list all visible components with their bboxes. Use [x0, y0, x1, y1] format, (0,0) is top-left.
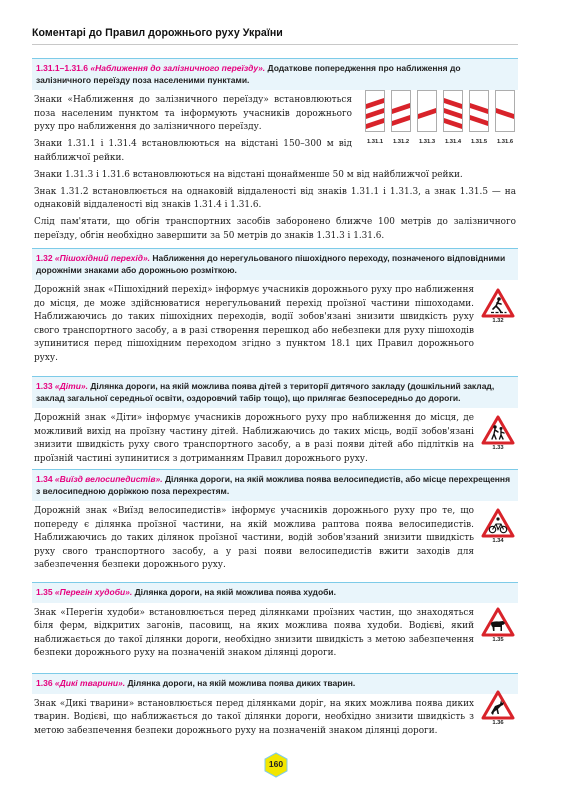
- sign-code: 1.31.6: [496, 139, 514, 145]
- sign-code: 1.31.2: [392, 139, 410, 145]
- section-title-bar: [32, 376, 518, 408]
- sign-code: 1.35: [492, 637, 504, 643]
- section-number: 1.35: [36, 587, 53, 597]
- sign-1-36: [481, 690, 515, 726]
- pedestrian-crossing-warning-icon: [481, 288, 515, 318]
- sign-code: 1.36: [492, 720, 504, 726]
- section-description: Додаткове попередження про наближення до залізничного переїзду поза населеними пунктами.: [36, 63, 461, 85]
- paragraph: Знак 1.31.2 встановлюється на однаковій віддаленості від знаків 1.31.1 і 1.31.3, а знак 1.31.5 — на однаковій віддаленості від знаків 1.31.4 і 1.31.6.: [34, 186, 516, 211]
- section-description: Ділянка дороги, на якій можлива поява дітей з території дитячого закладу (дошкільний заклад, заклад загальної середньої освіти, оздоровчий табір тощо), що прилягає безпосередньо до дороги.: [36, 381, 495, 403]
- section-1-34: [32, 469, 518, 573]
- section-1-33: [32, 376, 518, 466]
- sign-1-32: [481, 288, 515, 324]
- section-title-bar: [32, 58, 518, 90]
- section-title-bar: [32, 673, 518, 694]
- sign-1-31-1: [362, 90, 388, 145]
- paragraph: Знак «Перегін худоби» встановлюється перед ділянками проїзних частин, що знаходяться біля ферм, відкритих загонів, пасовищ, на яких можлива поява худоби. Водієві, який наближається до такої ділянки дороги, необхідно знизити швидкість з метою забезпечення безпеки дорожнього руху на позначеній знаком ділянці дороги.: [34, 607, 474, 659]
- section-number: 1.33: [36, 381, 53, 391]
- paragraph: Дорожній знак «Діти» інформує учасників дорожнього руху про наближення до місця, де можливий вихід на проїзну частину дітей. Наближаючись до таких місць, водії зобов'язані знизити швидкість руху свого транспортного засобу, а в разі появи дітей або підлітків на проїзній частині зупинитися з дотриманням Правил дорожнього руху.: [34, 413, 474, 464]
- paragraph: Дорожній знак «Виїзд велосипедистів» інформує учасників дорожнього руху про те, що попереду є ділянка проїзної частини, на якій можлива раптова поява велосипедистів. Наближаючись до таких ділянок проїзної частини, водій зобов'язаний знизити швидкість руху свого транспортного засобу, а у разі появи велосипедистів вжити заходів для забезпечення безпеки дорожнього руху.: [34, 506, 474, 571]
- sign-code: 1.33: [492, 445, 504, 451]
- section-sign-name: «Виїзд велосипедистів».: [54, 474, 163, 484]
- sign-1-31-4: [440, 90, 466, 145]
- sign-1-34: [481, 508, 515, 544]
- section-title-bar: [32, 248, 518, 280]
- section-description: Ділянка дороги, на якій можлива поява велосипедистів, або місце перехрещення з велосипедною доріжкою поза перехрестям.: [36, 474, 511, 496]
- section-description: Ділянка дороги, на якій можлива поява диких тварин.: [127, 678, 356, 688]
- railway-approach-2-stripes-icon: [391, 90, 411, 132]
- header-divider: [32, 44, 518, 45]
- sign-1-31-6: [492, 90, 518, 145]
- sign-code: 1.32: [492, 318, 504, 324]
- paragraph: Знаки «Наближення до залізничного переїзду» встановлюються поза населеним пунктом та інформують учасників дорожнього руху про наближення до залізничного переїзду.: [34, 95, 352, 133]
- railway-approach-3-stripes-icon: [365, 90, 385, 132]
- sign-1-31-2: [388, 90, 414, 145]
- section-1-32: [32, 248, 518, 365]
- sign-code: 1.31.4: [444, 139, 462, 145]
- running-header: Коментарі до Правил дорожнього руху України: [32, 27, 283, 39]
- section-sign-name: «Перегін худоби».: [54, 587, 133, 597]
- section-number: 1.31.1–1.31.6: [36, 63, 88, 73]
- sign-code: 1.31.5: [470, 139, 488, 145]
- section-sign-name: «Діти».: [54, 381, 88, 391]
- railway-approach-1-stripe-icon: [417, 90, 437, 132]
- section-1-31: [32, 58, 518, 243]
- paragraph: Знак «Дикі тварини» встановлюється перед ділянками доріг, на яких можлива поява диких тварин. Водієві, що наближається до такої ділянки дороги, необхідно знизити швидкість з метою забезпечення безпеки дорожнього руху на позначеній знаком ділянці дороги.: [34, 698, 474, 736]
- section-title-bar: [32, 582, 518, 603]
- sign-code: 1.31.1: [366, 139, 384, 145]
- sign-1-31-5: [466, 90, 492, 145]
- section-number: 1.32: [36, 253, 53, 263]
- cyclists-warning-icon: [481, 508, 515, 538]
- section-sign-name: «Наближення до залізничного переїзду».: [90, 63, 266, 73]
- children-warning-icon: [481, 415, 515, 445]
- section-description: Наближення до нерегульованого пішохідного переходу, позначеного відповідними дорожніми знаками або дорожньою розміткою.: [36, 253, 506, 275]
- section-number: 1.36: [36, 678, 53, 688]
- wild-animals-warning-icon: [481, 690, 515, 720]
- sign-1-31-3: [414, 90, 440, 145]
- section-1-36: [32, 673, 518, 738]
- section-sign-name: «Пішохідний перехід».: [54, 253, 151, 263]
- paragraph: Слід пам'ятати, що обгін транспортних засобів заборонено ближче 100 метрів до залізничного переїзду, обгін необхідно завершити за 50 метрів до знаків 1.31.3 і 1.31.6.: [34, 217, 516, 241]
- railway-approach-3-stripes-left-icon: [443, 90, 463, 132]
- sign-1-35: [481, 607, 515, 643]
- section-sign-name: «Дикі тварини».: [54, 678, 126, 688]
- railway-approach-2-stripes-left-icon: [469, 90, 489, 132]
- sign-code: 1.34: [492, 538, 504, 544]
- page-number: 160: [268, 759, 284, 769]
- paragraph: Знаки 1.31.1 і 1.31.4 встановлюються на відстані 150–300 м від найближчої рейки.: [34, 139, 352, 163]
- sign-code: 1.31.3: [418, 139, 436, 145]
- section-title-bar: [32, 469, 518, 501]
- railway-approach-1-stripe-left-icon: [495, 90, 515, 132]
- section-1-35: [32, 582, 518, 661]
- section-number: 1.34: [36, 474, 53, 484]
- page-number-badge: [263, 752, 289, 778]
- section-description: Ділянка дороги, на якій можлива поява худоби.: [134, 587, 336, 597]
- sign-1-33: [481, 415, 515, 451]
- cattle-warning-icon: [481, 607, 515, 637]
- paragraph: Дорожній знак «Пішохідний перехід» інформує учасників дорожнього руху про наближення до місця, де може здійснюватися нерегульований перехід проїзної частини пішоходами. Наближаючись до таких пішохідних переходів, водії зобов'язані знизити швидкість руху свого транспортного засобу, а в разі створення перешкод або небезпеки для руху пішоходів зупинитися перед пішохідним переходом згідно з пунктом 18.1 цих Правил дорожнього руху.: [34, 285, 474, 363]
- paragraph: Знаки 1.31.3 і 1.31.6 встановлюються на відстані щонайменше 50 м від найближчої рейки.: [34, 169, 463, 180]
